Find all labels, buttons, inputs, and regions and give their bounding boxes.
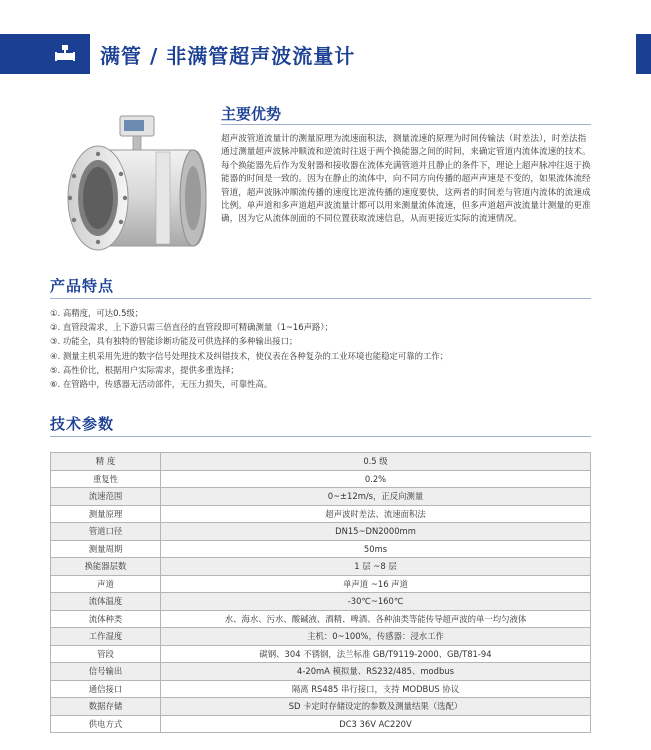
features-list	[50, 306, 591, 391]
spec-key: 精 度	[51, 453, 161, 471]
table-row	[51, 505, 591, 523]
spec-value: 超声波时差法、流速面积法	[161, 505, 591, 523]
table-row	[51, 488, 591, 506]
advantages-paragraph-2: 每个换能器先后作为发射器和接收器在流体充满管道并且静止的条件下，理论上超声脉冲往返于换能器的时间是一致的。因为在静止的流体中，向不同方向传播的超声声速是不变的，如果流体流经管道，超声波脉冲顺流传播的速度比逆流传播的速度要快，这两者的时间差与管道内流体的流速成比例。单声道和多声道超声波流量计都可以用来测量流体流速，但多声道超声波流量计测量的更准确，因为它从流体剖面的不同位置获取流速信息，从而更接近实际的流速情况。	[221, 160, 591, 225]
spec-value: DN15~DN2000mm	[161, 523, 591, 541]
spec-key: 通信接口	[51, 680, 161, 698]
spec-key: 流速范围	[51, 488, 161, 506]
spec-key: 测量原理	[51, 505, 161, 523]
spec-key: 流体温度	[51, 593, 161, 611]
spec-value: 50ms	[161, 540, 591, 558]
feature-item: ⑥. 在管路中，传感器无活动部件，无压力损失，可靠性高。	[50, 379, 273, 390]
table-row	[51, 540, 591, 558]
spec-key: 测量周期	[51, 540, 161, 558]
advantages-paragraph-1: 超声波管道流量计的测量原理为流速面积法，测量流速的原理为时间传输法（时差法），时差法指通过测量超声波脉冲顺流和逆流时往返于两个换能器之间的时间，来确定管道内流体流速的技术。	[221, 134, 591, 158]
spec-value: DC3 36V AC220V	[161, 715, 591, 733]
spec-value: -30℃~160℃	[161, 593, 591, 611]
spec-value: 0~±12m/s，正反向测量	[161, 488, 591, 506]
advantages-divider	[221, 124, 591, 125]
spec-key: 声道	[51, 575, 161, 593]
spec-key: 换能器层数	[51, 558, 161, 576]
spec-key: 管段	[51, 645, 161, 663]
feature-item: ③. 功能全，具有独特的智能诊断功能及可供选择的多种输出接口；	[50, 336, 298, 347]
feature-item: ⑤. 高性价比，根据用户实际需求，提供多重选择；	[50, 364, 239, 375]
spec-key: 重复性	[51, 470, 161, 488]
ultrasonic-flowmeter-pipe	[58, 108, 213, 253]
table-row	[51, 645, 591, 663]
advantages-text	[221, 133, 591, 227]
spec-key: 信号输出	[51, 663, 161, 681]
spec-key: 流体种类	[51, 610, 161, 628]
table-row	[51, 470, 591, 488]
specs-divider	[50, 436, 591, 437]
table-row	[51, 593, 591, 611]
feature-item: ①. 高精度，可达0.5级；	[50, 308, 144, 318]
table-row	[51, 628, 591, 646]
spec-value: 单声道 ~16 声道	[161, 575, 591, 593]
features-divider	[50, 298, 591, 299]
spec-key: 供电方式	[51, 715, 161, 733]
feature-item: ④. 测量主机采用先进的数字信号处理技术及纠错技术，使仪表在各种复杂的工业环境也能稳定可靠的工作；	[50, 350, 449, 361]
spec-value: 4-20mA 模拟量、RS232/485、modbus	[161, 663, 591, 681]
spec-value: 隔离 RS485 串行接口，支持 MODBUS 协议	[161, 680, 591, 698]
spec-value: SD 卡定时存储设定的参数及测量结果（选配）	[161, 698, 591, 716]
table-row	[51, 663, 591, 681]
table-row	[51, 523, 591, 541]
flowmeter-icon	[53, 42, 77, 66]
header-left-bar	[0, 34, 40, 74]
table-row	[51, 453, 591, 471]
spec-value: 主机：0~100%，传感器：浸水工作	[161, 628, 591, 646]
table-row	[51, 680, 591, 698]
table-row	[51, 575, 591, 593]
features-title: 产品特点	[50, 277, 115, 295]
table-row	[51, 558, 591, 576]
advantages-title: 主要优势	[221, 105, 282, 123]
spec-key: 工作湿度	[51, 628, 161, 646]
spec-value: 碳钢、304 不锈钢，法兰标准 GB/T9119-2000、GB/T81-94	[161, 645, 591, 663]
spec-value: 0.5 级	[161, 453, 591, 471]
spec-value: 1 层 ~8 层	[161, 558, 591, 576]
header-icon-box	[40, 34, 90, 74]
page-title: 满管 / 非满管超声波流量计	[100, 44, 356, 68]
spec-key: 数据存储	[51, 698, 161, 716]
spec-key: 管道口径	[51, 523, 161, 541]
spec-value: 0.2%	[161, 470, 591, 488]
specs-table	[50, 452, 591, 733]
spec-value: 水、海水、污水、酸碱液、酒精、啤酒、各种油类等能传导超声波的单一均匀液体	[161, 610, 591, 628]
table-row	[51, 715, 591, 733]
table-row	[51, 698, 591, 716]
table-row	[51, 610, 591, 628]
feature-item: ②. 直管段需求，上下游只需三倍直径的直管段即可精确测量（1~16声路）；	[50, 322, 333, 333]
specs-title: 技术参数	[50, 415, 115, 433]
header-right-tab	[636, 34, 651, 74]
